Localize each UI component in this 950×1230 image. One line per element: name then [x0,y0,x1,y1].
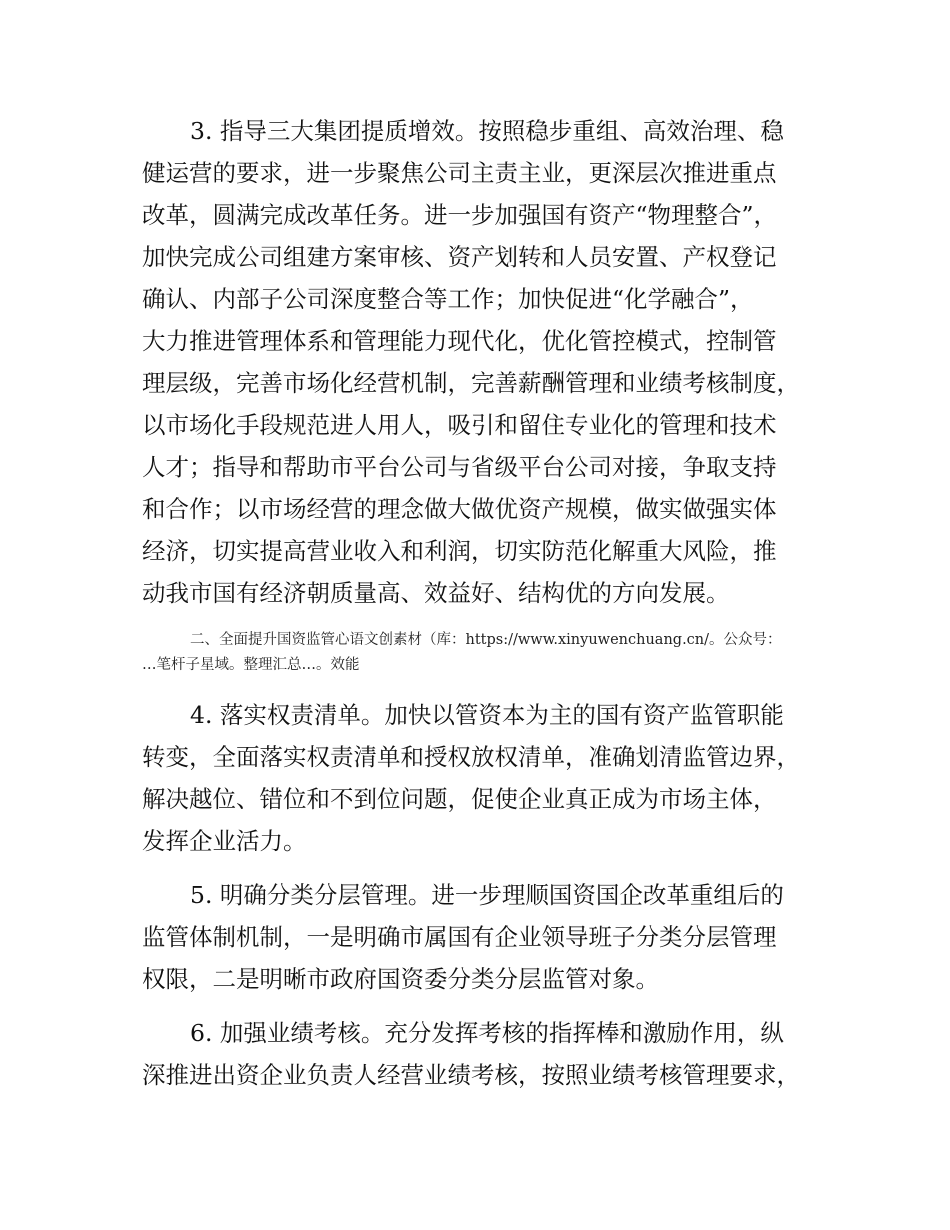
paragraph-3-line-10: 和合作；以市场经营的理念做大做优资产规模，做实做强实体 [142,495,777,523]
paragraph-3-line-12: 动我市国有经济朝质量高、效益好、结构优的方向发展。 [142,579,730,607]
paragraph-3-line-4: 加快完成公司组建方案审核、资产划转和人员安置、产权登记 [142,243,777,271]
paragraph-5-line-3: 权限，二是明晰市政府国资委分类分层监管对象。 [142,965,659,993]
paragraph-3-line-6: 大力推进管理体系和管理能力现代化，优化管控模式，控制管 [142,327,777,355]
section-heading-line-2: …笔杆子星域。整理汇总…。效能 [142,657,360,673]
paragraph-3-line-1: 3. 指导三大集团提质增效。按照稳步重组、高效治理、稳 [190,117,784,145]
paragraph-3-line-9: 人才；指导和帮助市平台公司与省级平台公司对接，争取支持 [142,453,777,481]
paragraph-4-line-3: 解决越位、错位和不到位问题，促使企业真正成为市场主体， [142,785,777,813]
paragraph-6-line-2: 深推进出资企业负责人经营业绩考核，按照业绩考核管理要求， [142,1061,800,1089]
section-heading-line-1: 二、全面提升国资监管心语文创素材（库：https://www.xinyuwenchuang.cn/。公众号： [190,632,782,648]
paragraph-4-line-2: 转变，全面落实权责清单和授权放权清单，准确划清监管边界， [142,743,800,771]
paragraph-4-line-4: 发挥企业活力。 [142,827,307,855]
paragraph-5-line-1: 5. 明确分类分层管理。进一步理顺国资国企改革重组后的 [190,881,784,909]
paragraph-3-line-7: 理层级，完善市场化经营机制，完善薪酬管理和业绩考核制度， [142,369,800,397]
paragraph-3-line-2: 健运营的要求，进一步聚焦公司主责主业，更深层次推进重点 [142,159,777,187]
paragraph-4-line-1: 4. 落实权责清单。加快以管资本为主的国有资产监管职能 [190,701,784,729]
paragraph-3-line-8: 以市场化手段规范进人用人，吸引和留住专业化的管理和技术 [142,411,777,439]
paragraph-5-line-2: 监管体制机制，一是明确市属国有企业领导班子分类分层管理 [142,923,777,951]
paragraph-3-line-3: 改革，圆满完成改革任务。进一步加强国有资产“物理整合”， [142,201,778,229]
paragraph-3-line-11: 经济，切实提高营业收入和利润，切实防范化解重大风险，推 [142,537,777,565]
paragraph-3-line-5: 确认、内部子公司深度整合等工作；加快促进“化学融合”， [142,285,754,313]
paragraph-6-line-1: 6. 加强业绩考核。充分发挥考核的指挥棒和激励作用，纵 [190,1019,784,1047]
